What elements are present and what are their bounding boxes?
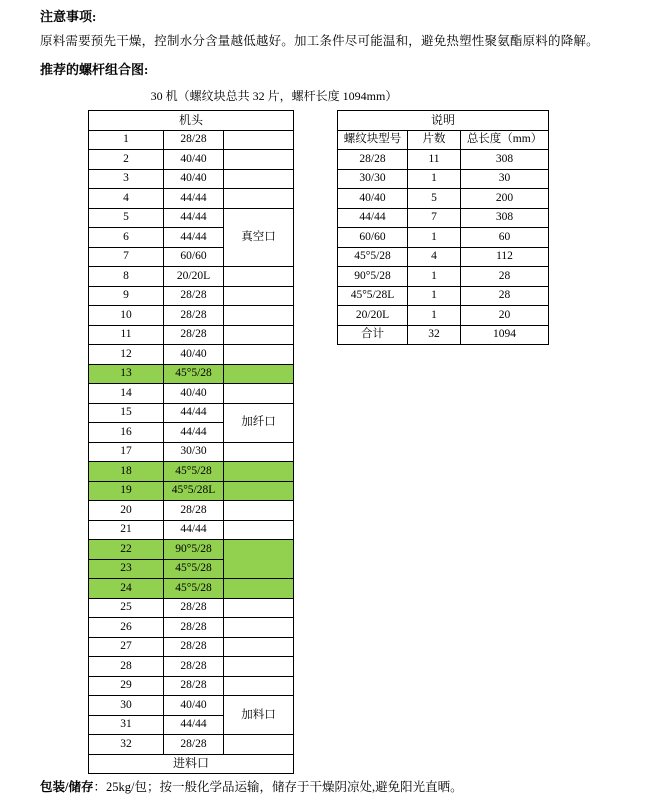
- cell-port-label: [224, 169, 294, 189]
- cell-element-type: 28/28: [338, 150, 408, 170]
- table-row: [89, 345, 294, 365]
- cell-element-type: 40/40: [164, 169, 224, 189]
- cell-position-number: 13: [89, 364, 164, 384]
- cell-element-type: 28/28: [164, 676, 224, 696]
- table-row: [338, 189, 549, 209]
- table-column-header-row: [338, 130, 549, 150]
- cell-piece-count: 1: [408, 306, 461, 326]
- summary-table-body: [338, 111, 549, 345]
- table-header-row: [338, 111, 549, 131]
- table-row: [89, 676, 294, 696]
- table-row: [89, 189, 294, 209]
- table-row: [89, 598, 294, 618]
- table-row: [338, 267, 549, 287]
- cell-piece-count: 7: [408, 208, 461, 228]
- cell-element-type: 44/44: [338, 208, 408, 228]
- cell-element-type: 30/30: [164, 442, 224, 462]
- cell-position-number: 14: [89, 384, 164, 404]
- cell-piece-count: 5: [408, 189, 461, 209]
- cell-element-type: 28/28: [164, 657, 224, 677]
- cell-position-number: 3: [89, 169, 164, 189]
- table-row: [89, 384, 294, 404]
- notes-title: 注意事项:: [40, 9, 97, 24]
- cell-position-number: 11: [89, 325, 164, 345]
- cell-element-type: 28/28: [164, 501, 224, 521]
- cell-port-label: [224, 598, 294, 618]
- cell-position-number: 32: [89, 735, 164, 755]
- cell-position-number: 1: [89, 130, 164, 150]
- table-row: [89, 130, 294, 150]
- cell-port-label: [224, 676, 294, 696]
- cell-total-length: 1094: [461, 325, 549, 345]
- table-row: [89, 462, 294, 482]
- table-row: [338, 169, 549, 189]
- cell-element-type: 45°5/28: [338, 247, 408, 267]
- cell-element-type: 45°5/28: [164, 462, 224, 482]
- table-row: [89, 364, 294, 384]
- cell-port-label: 真空口: [224, 208, 294, 267]
- cell-element-type: 28/28: [164, 306, 224, 326]
- table-row: [89, 618, 294, 638]
- table-row: [338, 228, 549, 248]
- cell-element-type: 45°5/28: [164, 579, 224, 599]
- table-row: [338, 247, 549, 267]
- cell-port-label: [224, 481, 294, 501]
- cell-port-label: [224, 501, 294, 521]
- cell-position-number: 16: [89, 423, 164, 443]
- diagram-caption: 30 机（螺纹块总共 32 片，螺杆长度 1094mm）: [150, 89, 398, 103]
- table-row: [338, 325, 549, 345]
- cell-total-length: 200: [461, 189, 549, 209]
- cell-port-label: [224, 364, 294, 384]
- cell-position-number: 29: [89, 676, 164, 696]
- cell-port-label: [224, 618, 294, 638]
- table-row: [89, 403, 294, 423]
- table-row: [89, 442, 294, 462]
- cell-position-number: 24: [89, 579, 164, 599]
- cell-position-number: 19: [89, 481, 164, 501]
- table-row: [89, 501, 294, 521]
- cell-element-type: 40/40: [164, 384, 224, 404]
- packaging-storage-text: ：25kg/包；按一般化学品运输，储存于干燥阴凉处,避免阳光直晒。: [93, 780, 463, 794]
- cell-element-type: 44/44: [164, 208, 224, 228]
- cell-element-type: 30/30: [338, 169, 408, 189]
- cell-element-type: 60/60: [164, 247, 224, 267]
- cell-element-type: 合计: [338, 325, 408, 345]
- table-row: [89, 208, 294, 228]
- cell-element-type: 44/44: [164, 715, 224, 735]
- table-row: [89, 481, 294, 501]
- cell-element-type: 60/60: [338, 228, 408, 248]
- cell-position-number: 5: [89, 208, 164, 228]
- cell-position-number: 21: [89, 520, 164, 540]
- cell-port-label: [224, 267, 294, 287]
- cell-total-length: 28: [461, 286, 549, 306]
- table-footer-row: [89, 754, 294, 774]
- cell-element-type: 45°5/28L: [164, 481, 224, 501]
- table-row: [89, 540, 294, 560]
- table-row: [89, 150, 294, 170]
- cell-port-label: [224, 442, 294, 462]
- cell-position-number: 26: [89, 618, 164, 638]
- notes-body: 原料需要预先干燥，控制水分含量越低越好。加工条件尽可能温和，避免热塑性聚氨酯原料的降解。: [40, 34, 599, 48]
- left-table-title: 机头: [89, 111, 294, 131]
- cell-element-type: 40/40: [164, 150, 224, 170]
- cell-piece-count: 1: [408, 267, 461, 287]
- screw-layout-table: [88, 110, 294, 774]
- table-row: [338, 150, 549, 170]
- cell-position-number: 22: [89, 540, 164, 560]
- cell-port-label: [224, 540, 294, 579]
- cell-piece-count: 1: [408, 286, 461, 306]
- cell-total-length: 28: [461, 267, 549, 287]
- cell-position-number: 17: [89, 442, 164, 462]
- cell-position-number: 31: [89, 715, 164, 735]
- cell-position-number: 25: [89, 598, 164, 618]
- table-row: [338, 208, 549, 228]
- table-row: [89, 267, 294, 287]
- cell-port-label: [224, 657, 294, 677]
- cell-element-type: 90°5/28: [338, 267, 408, 287]
- cell-element-type: 44/44: [164, 228, 224, 248]
- cell-element-type: 28/28: [164, 286, 224, 306]
- column-header-type: 螺纹块型号: [338, 130, 408, 150]
- summary-table: [337, 110, 549, 345]
- cell-position-number: 4: [89, 189, 164, 209]
- cell-port-label: [224, 735, 294, 755]
- cell-position-number: 30: [89, 696, 164, 716]
- right-table-title: 说明: [338, 111, 549, 131]
- cell-element-type: 40/40: [164, 696, 224, 716]
- table-row: [338, 306, 549, 326]
- cell-position-number: 28: [89, 657, 164, 677]
- cell-element-type: 20/20L: [164, 267, 224, 287]
- table-row: [89, 637, 294, 657]
- table-row: [338, 286, 549, 306]
- table-row: [89, 520, 294, 540]
- cell-port-label: [224, 345, 294, 365]
- cell-position-number: 7: [89, 247, 164, 267]
- cell-element-type: 44/44: [164, 189, 224, 209]
- cell-port-label: [224, 325, 294, 345]
- cell-total-length: 60: [461, 228, 549, 248]
- cell-element-type: 28/28: [164, 637, 224, 657]
- cell-element-type: 45°5/28L: [338, 286, 408, 306]
- recommend-section-title: 推荐的螺杆组合图:: [40, 62, 149, 77]
- cell-element-type: 40/40: [338, 189, 408, 209]
- cell-port-label: [224, 150, 294, 170]
- cell-position-number: 10: [89, 306, 164, 326]
- column-header-count: 片数: [408, 130, 461, 150]
- packaging-storage-note: [40, 777, 463, 795]
- cell-piece-count: 1: [408, 169, 461, 189]
- cell-element-type: 28/28: [164, 618, 224, 638]
- cell-position-number: 6: [89, 228, 164, 248]
- cell-port-label: 加纤口: [224, 403, 294, 442]
- table-row: [89, 286, 294, 306]
- cell-port-label: [224, 637, 294, 657]
- cell-position-number: 15: [89, 403, 164, 423]
- cell-position-number: 12: [89, 345, 164, 365]
- feed-port-label: 进料口: [89, 754, 294, 774]
- cell-element-type: 45°5/28: [164, 364, 224, 384]
- cell-element-type: 90°5/28: [164, 540, 224, 560]
- cell-element-type: 28/28: [164, 130, 224, 150]
- table-header-row: [89, 111, 294, 131]
- cell-port-label: 加料口: [224, 696, 294, 735]
- cell-element-type: 44/44: [164, 423, 224, 443]
- cell-element-type: 20/20L: [338, 306, 408, 326]
- cell-port-label: [224, 306, 294, 326]
- cell-position-number: 8: [89, 267, 164, 287]
- screw-layout-table-body: [89, 111, 294, 774]
- cell-port-label: [224, 462, 294, 482]
- cell-position-number: 18: [89, 462, 164, 482]
- cell-element-type: 44/44: [164, 520, 224, 540]
- cell-piece-count: 4: [408, 247, 461, 267]
- table-row: [89, 735, 294, 755]
- table-row: [89, 696, 294, 716]
- cell-piece-count: 32: [408, 325, 461, 345]
- cell-element-type: 45°5/28: [164, 559, 224, 579]
- packaging-storage-label: 包装/储存: [40, 780, 94, 794]
- cell-total-length: 20: [461, 306, 549, 326]
- table-row: [89, 306, 294, 326]
- cell-port-label: [224, 189, 294, 209]
- cell-port-label: [224, 579, 294, 599]
- cell-element-type: 28/28: [164, 735, 224, 755]
- cell-position-number: 20: [89, 501, 164, 521]
- cell-position-number: 9: [89, 286, 164, 306]
- cell-element-type: 28/28: [164, 598, 224, 618]
- cell-element-type: 40/40: [164, 345, 224, 365]
- cell-total-length: 308: [461, 208, 549, 228]
- cell-port-label: [224, 520, 294, 540]
- cell-piece-count: 11: [408, 150, 461, 170]
- cell-piece-count: 1: [408, 228, 461, 248]
- cell-element-type: 44/44: [164, 403, 224, 423]
- cell-port-label: [224, 130, 294, 150]
- cell-port-label: [224, 384, 294, 404]
- table-row: [89, 169, 294, 189]
- cell-position-number: 27: [89, 637, 164, 657]
- column-header-length: 总长度（mm）: [461, 130, 549, 150]
- cell-element-type: 28/28: [164, 325, 224, 345]
- cell-position-number: 23: [89, 559, 164, 579]
- table-row: [89, 325, 294, 345]
- cell-total-length: 308: [461, 150, 549, 170]
- table-row: [89, 657, 294, 677]
- cell-total-length: 112: [461, 247, 549, 267]
- cell-port-label: [224, 286, 294, 306]
- cell-total-length: 30: [461, 169, 549, 189]
- table-row: [89, 579, 294, 599]
- cell-position-number: 2: [89, 150, 164, 170]
